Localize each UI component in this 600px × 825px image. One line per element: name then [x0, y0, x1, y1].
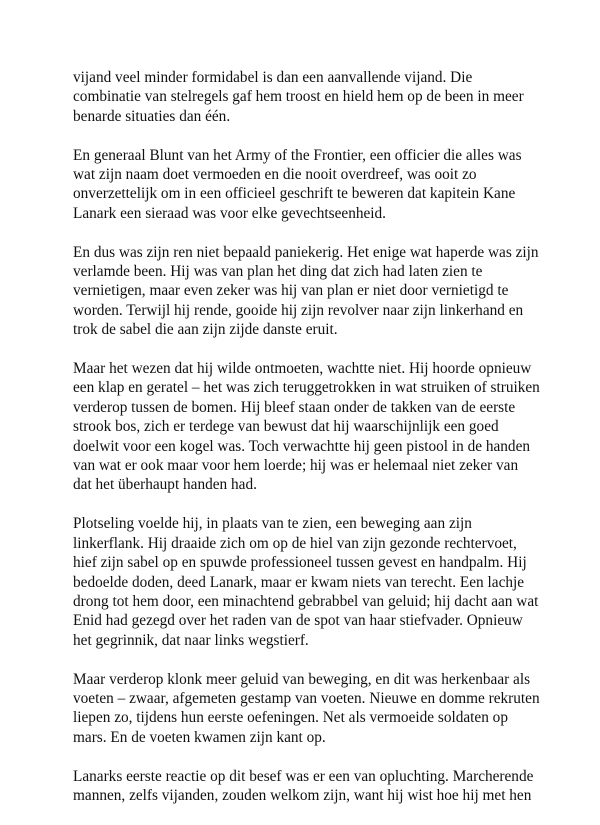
text-line: combinatie van stelregels gaf hem troost en hield hem op de been in meer [73, 88, 524, 106]
text-line: En dus was zijn ren niet bepaald paniekerig. Het enige wat haperde was zijn [73, 243, 539, 261]
text-line: Lanark een sieraad was voor elke gevechtseenheid. [73, 204, 387, 222]
text-line: dat het überhaupt handen had. [73, 476, 257, 494]
text-line: Maar verderop klonk meer geluid van beweging, en dit was herkenbaar als [73, 670, 531, 688]
paragraph-2 [73, 146, 543, 224]
text-line: Maar het wezen dat hij wilde ontmoeten, wachtte niet. Hij hoorde opnieuw [73, 360, 532, 378]
text-line: verderop tussen de bomen. Hij bleef staan onder de takken van de eerste [73, 398, 516, 416]
document-body [73, 68, 543, 825]
text-line: het gegrinnik, dat naar links wegstierf. [73, 631, 309, 649]
paragraph-1 [73, 68, 543, 126]
text-line: verlamde been. Hij was van plan het ding dat zich had laten zien te [73, 263, 483, 281]
text-line: doelwit voor een kogel was. Toch verwachtte hij geen pistool in de handen [73, 437, 531, 455]
text-line: voeten – zwaar, afgemeten gestamp van voeten. Nieuwe en domme rekruten [73, 689, 540, 707]
text-line: Lanarks eerste reactie op dit besef was er een van opluchting. Marcherende [73, 767, 534, 785]
text-line: Enid had gezegd over het raden van de spot van haar stiefvader. Opnieuw [73, 612, 523, 630]
paragraph-3 [73, 243, 543, 340]
paragraph-6 [73, 670, 543, 748]
text-line: wat zijn naam doet vermoeden en die nooit overdreef, was ooit zo [73, 166, 477, 184]
paragraph-4 [73, 359, 543, 495]
text-line: En generaal Blunt van het Army of the Frontier, een officier die alles was [73, 146, 522, 164]
text-line: strook bos, zich er terdege van bewust dat hij waarschijnlijk een goed [73, 418, 499, 436]
text-line: trok de sabel die aan zijn zijde danste eruit. [73, 321, 338, 339]
text-line: een klap en geratel – het was zich teruggetrokken in wat struiken of struiken [73, 379, 540, 397]
text-line: liepen zo, tijdens hun eerste oefeningen. Net als vermoeide soldaten op [73, 709, 508, 727]
text-line: linkerflank. Hij draaide zich om op de hiel van zijn gezonde rechtervoet, [73, 534, 517, 552]
paragraph-5 [73, 514, 543, 650]
text-line: worden. Terwijl hij rende, gooide hij zijn revolver naar zijn linkerhand en [73, 301, 524, 319]
text-line: vernietigen, maar even zeker was hij van plan er niet door vernietigd te [73, 282, 509, 300]
text-line: drong tot hem door, een minachtend gebrabbel van geluid; hij dacht aan wat [73, 592, 539, 610]
text-line: benarde situaties dan één. [73, 107, 231, 125]
text-line: bedoelde doden, deed Lanark, maar er kwam niets van terecht. Een lachje [73, 573, 525, 591]
text-line: Plotseling voelde hij, in plaats van te zien, een beweging aan zijn [73, 515, 472, 533]
text-line: onverzettelijk om in een officieel geschrift te beweren dat kapitein Kane [73, 185, 516, 203]
text-line: van wat er ook maar voor hem loerde; hij was er helemaal niet zeker van [73, 457, 519, 475]
text-line: vijand veel minder formidabel is dan een aanvallende vijand. Die [73, 69, 473, 86]
text-line: mannen, zelfs vijanden, zouden welkom zijn, want hij wist hoe hij met hen [73, 786, 532, 804]
paragraph-7 [73, 767, 543, 806]
text-line: mars. En de voeten kwamen zijn kant op. [73, 728, 326, 746]
text-line: hief zijn sabel op en spuwde professioneel tussen gevest en handpalm. Hij [73, 554, 527, 572]
